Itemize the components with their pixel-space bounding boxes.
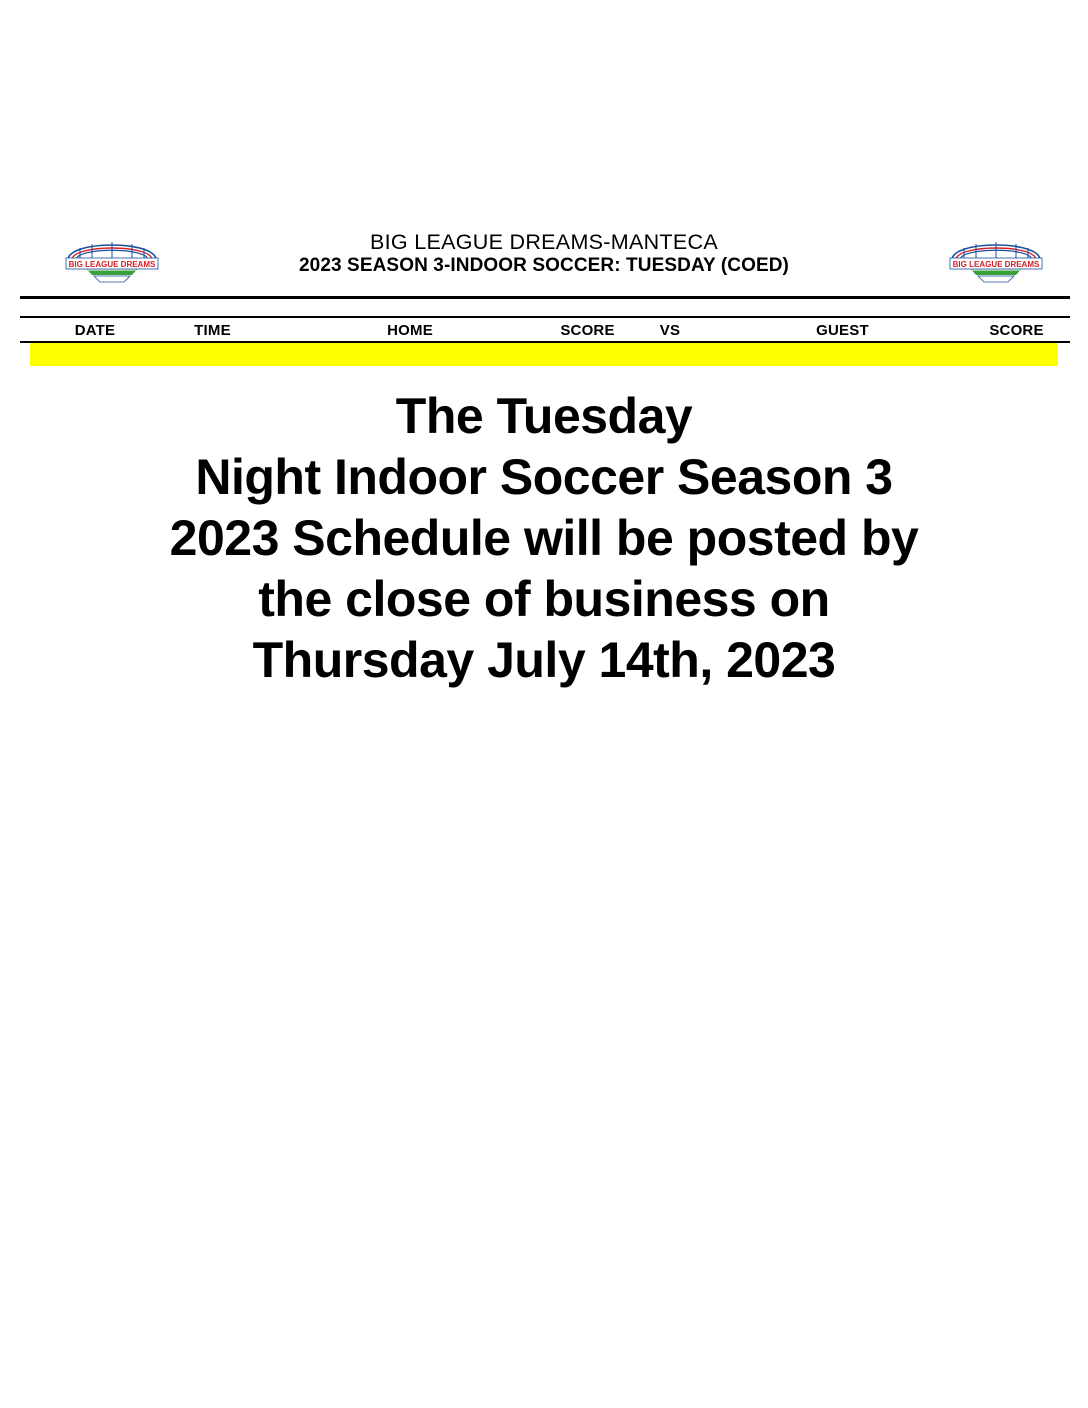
svg-text:BIG LEAGUE DREAMS: BIG LEAGUE DREAMS	[68, 260, 156, 269]
column-header-home: HOME	[387, 322, 433, 339]
notice-line-2: Night Indoor Soccer Season 3	[195, 449, 893, 505]
big-league-dreams-logo-right	[942, 230, 1050, 286]
svg-text:BIG LEAGUE DREAMS: BIG LEAGUE DREAMS	[952, 260, 1040, 269]
facility-title: BIG LEAGUE DREAMS-MANTECA	[370, 230, 718, 254]
highlighted-empty-row	[30, 343, 1058, 366]
column-header-date: DATE	[74, 322, 116, 339]
notice-line-4: the close of business on	[258, 571, 830, 627]
header-divider-second	[20, 316, 1070, 318]
notice-line-5: Thursday July 14th, 2023	[252, 632, 836, 688]
header-title-block	[30, 230, 1058, 278]
notice-line-3: 2023 Schedule will be posted by	[169, 510, 919, 566]
season-subtitle: 2023 SEASON 3-INDOOR SOCCER: TUESDAY (COED)	[299, 255, 789, 277]
column-header-guest: GUEST	[816, 322, 869, 339]
column-header-score-home: SCORE	[560, 322, 615, 339]
header-divider-top	[20, 296, 1070, 299]
column-header-time: TIME	[194, 322, 231, 339]
column-header-score-guest: SCORE	[989, 322, 1044, 339]
column-header-vs: VS	[659, 322, 681, 339]
schedule-notice	[60, 386, 1028, 691]
notice-line-1: The Tuesday	[395, 388, 693, 444]
document-header	[30, 230, 1058, 298]
